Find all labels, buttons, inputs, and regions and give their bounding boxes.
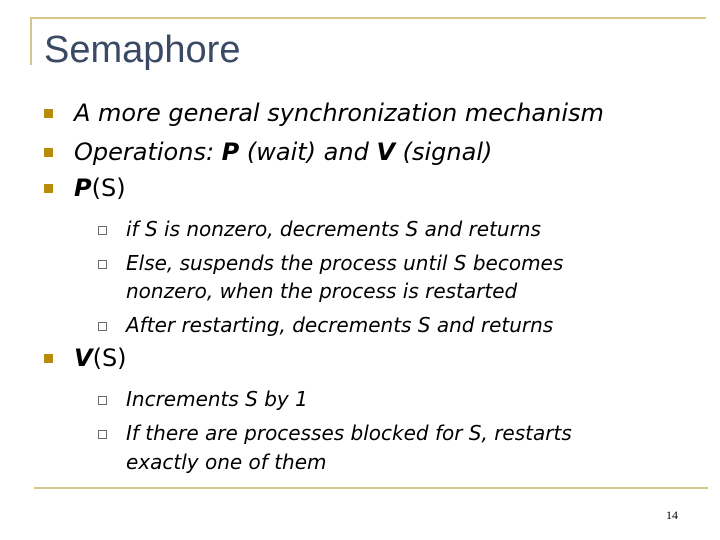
sub-bullet-text: Else, suspends the process until S becomes [126, 251, 564, 275]
hollow-square-bullet-icon [98, 260, 107, 269]
bullet-text: V(S) [74, 344, 127, 372]
sub-bullet-text: If there are processes blocked for S, restarts [126, 421, 572, 445]
hollow-square-bullet-icon [98, 322, 107, 331]
sub-bullet-text: nonzero, when the process is restarted [126, 279, 518, 303]
hollow-square-bullet-icon [98, 430, 107, 439]
sub-bullet-text: After restarting, decrements S and returns [126, 313, 554, 337]
filled-square-bullet-icon [44, 354, 53, 363]
sub-bullet-text: Increments S by 1 [126, 387, 308, 411]
bullet-text: Operations: P (wait) and V (signal) [74, 138, 493, 166]
sub-bullet-text: exactly one of them [126, 450, 327, 474]
page-number: 14 [666, 508, 678, 522]
frame-bottom-rule [34, 487, 708, 489]
hollow-square-bullet-icon [98, 396, 107, 405]
bullet-text: A more general synchronization mechanism [74, 99, 604, 127]
filled-square-bullet-icon [44, 109, 53, 118]
hollow-square-bullet-icon [98, 226, 107, 235]
slide-title: Semaphore [44, 29, 241, 71]
filled-square-bullet-icon [44, 184, 53, 193]
filled-square-bullet-icon [44, 148, 53, 157]
sub-bullet-text: if S is nonzero, decrements S and returns [126, 217, 541, 241]
bullet-text: P(S) [74, 174, 126, 202]
